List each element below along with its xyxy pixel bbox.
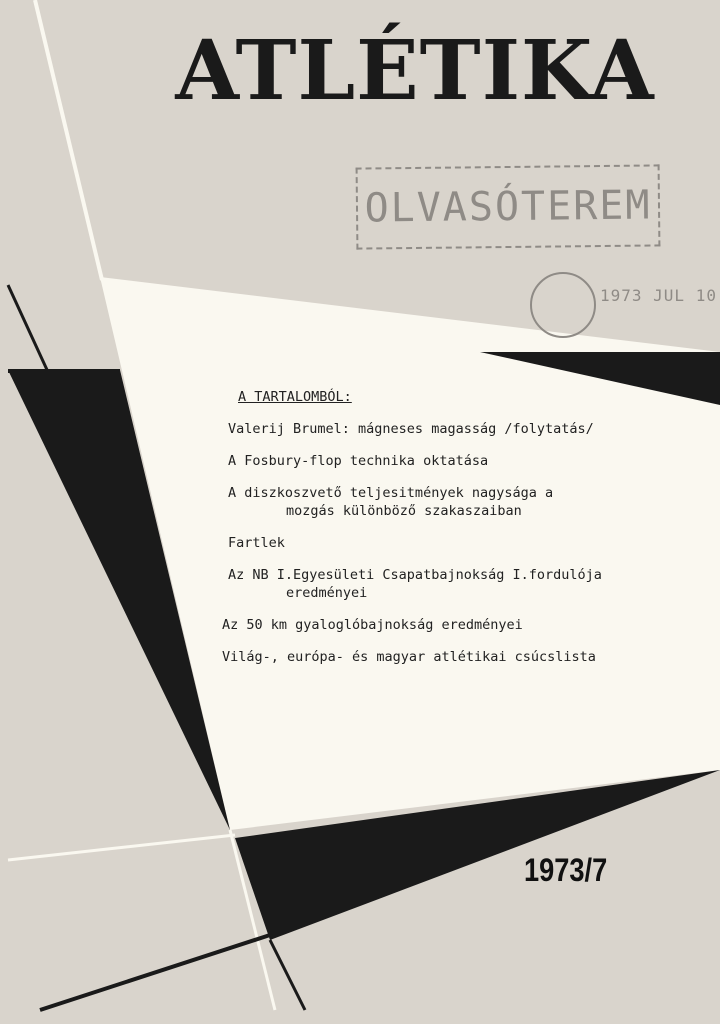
issue-number: 1973/7 xyxy=(524,852,608,888)
toc-item-continuation: mozgás különböző szakaszaiban xyxy=(286,503,522,519)
received-date-stamp: 1973 JUL 10 xyxy=(600,286,717,305)
toc-heading: A TARTALOMBÓL: xyxy=(238,389,352,405)
toc-item xyxy=(222,648,698,666)
reading-room-stamp: OLVASÓTEREM xyxy=(356,164,661,249)
toc-item-continuation: eredményei xyxy=(286,585,368,601)
toc-item-text: A diszkoszvető teljesitmények nagysága a xyxy=(228,485,554,501)
library-seal-icon xyxy=(530,272,596,338)
toc-item-text: Az 50 km gyaloglóbajnokság eredményei xyxy=(222,617,523,633)
toc-item xyxy=(228,534,698,552)
toc-item xyxy=(222,616,698,634)
table-of-contents xyxy=(222,388,698,680)
magazine-title: ATLÉTIKA xyxy=(175,23,655,119)
toc-item xyxy=(228,566,698,602)
toc-item-text: Világ-, európa- és magyar atlétikai csúcslista xyxy=(222,649,596,665)
toc-item-text: Fartlek xyxy=(228,535,285,551)
toc-item-text: Az NB I.Egyesületi Csapatbajnokság I.fordulója xyxy=(228,567,602,583)
toc-item-text: A Fosbury-flop technika oktatása xyxy=(228,453,489,469)
toc-item xyxy=(228,420,698,438)
toc-item xyxy=(228,484,698,520)
toc-item-text: Valerij Brumel: mágneses magasság /folytatás/ xyxy=(228,421,594,437)
toc-item xyxy=(228,452,698,470)
